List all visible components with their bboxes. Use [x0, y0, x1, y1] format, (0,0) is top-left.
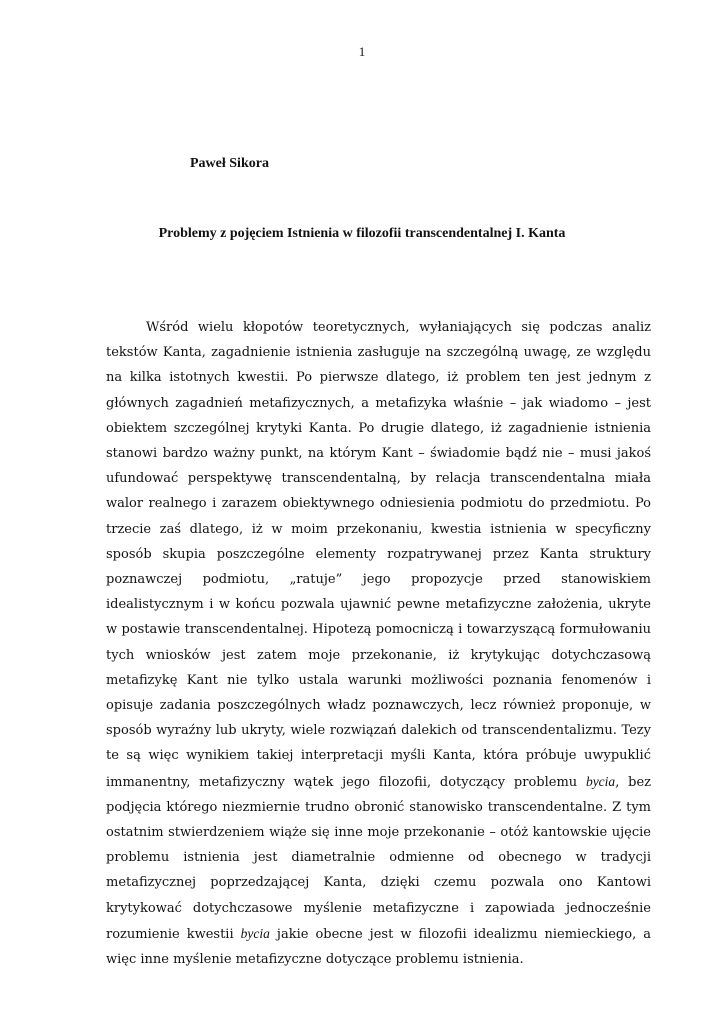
italic-term-bycia: bycia	[585, 773, 616, 789]
author-name: Paweł Sikora	[190, 156, 269, 171]
page-number: 1	[358, 44, 366, 59]
paragraph-text-part-3: jakie obecne jest w filozofii idealizmu niemieckiego, a więc inne myślenie metafizyczne dotyczące problemu istnienia.	[106, 926, 651, 968]
paragraph-text-part-2: , bez podjęcia którego niezmiernie trudno obronić stanowisko transcendentalne. Z tym ostatnim stwierdzeniem wiąże się inne moje przekonanie – otóż kantowskie ujęcie problemu istnienia jest diametralnie odmienne od obecnego w tradycji metafizycznej poprzedzającej Kanta, dzięki czemu pozwala ono Kantowi krytykować dotychczasowe myślenie metafizyczne i zapowiada jednocześnie rozumienie kwestii	[106, 774, 651, 942]
italic-term-bycia-2: bycia	[240, 925, 270, 941]
body-paragraph	[106, 315, 651, 972]
document-title: Problemy z pojęciem Istnienia w filozofii transcendentalnej I. Kanta	[158, 226, 566, 241]
paragraph-text-part-1: Wśród wielu kłopotów teoretycznych, wyłaniających się podczas analiz tekstów Kanta, zagadnienie istnienia zasługuje na szczególną uwagę, ze względu na kilka istotnych kwestii. Po pierwsze dlatego, iż problem ten jest jednym z głównych zagadnień metafizycznych, a metafizyka właśnie – jak wiadomo – jest obiektem szczególnej krytyki Kanta. Po drugie dlatego, iż zagadnienie istnienia stanowi bardzo ważny punkt, na którym Kant – świadomie bądź nie – musi jakoś ufundować perspektywę transcendentalną, by relacja transcendentalna miała walor realnego i zarazem obiektywnego odniesienia podmiotu do przedmiotu. Po trzecie zaś dlatego, iż w moim przekonaniu, kwestia istnienia w specyficzny sposób skupia poszczególne elementy rozpatrywanej przez Kanta struktury poznawczej podmiotu, „ratuje” jego propozycje przed stanowiskiem idealistycznym i w końcu pozwala ujawnić pewne metafizyczne założenia, ukryte w postawie transcendentalnej. Hipotezą pomocniczą i towarzyszącą formułowaniu tych wniosków jest zatem moje przekonanie, iż krytykując dotychczasową metafizykę Kant nie tylko ustala warunki możliwości poznania fenomenów i opisuje zadania poszczególnych władz poznawczych, lecz również proponuje, w sposób wyraźny lub ukryty, wiele rozwiązań dalekich od transcendentalizmu. Tezy te są więc wynikiem takiej interpretacji myśli Kanta, która próbuje uwypuklić immanentny, metafizyczny wątek jego filozofii, dotyczący problemu	[106, 320, 651, 790]
